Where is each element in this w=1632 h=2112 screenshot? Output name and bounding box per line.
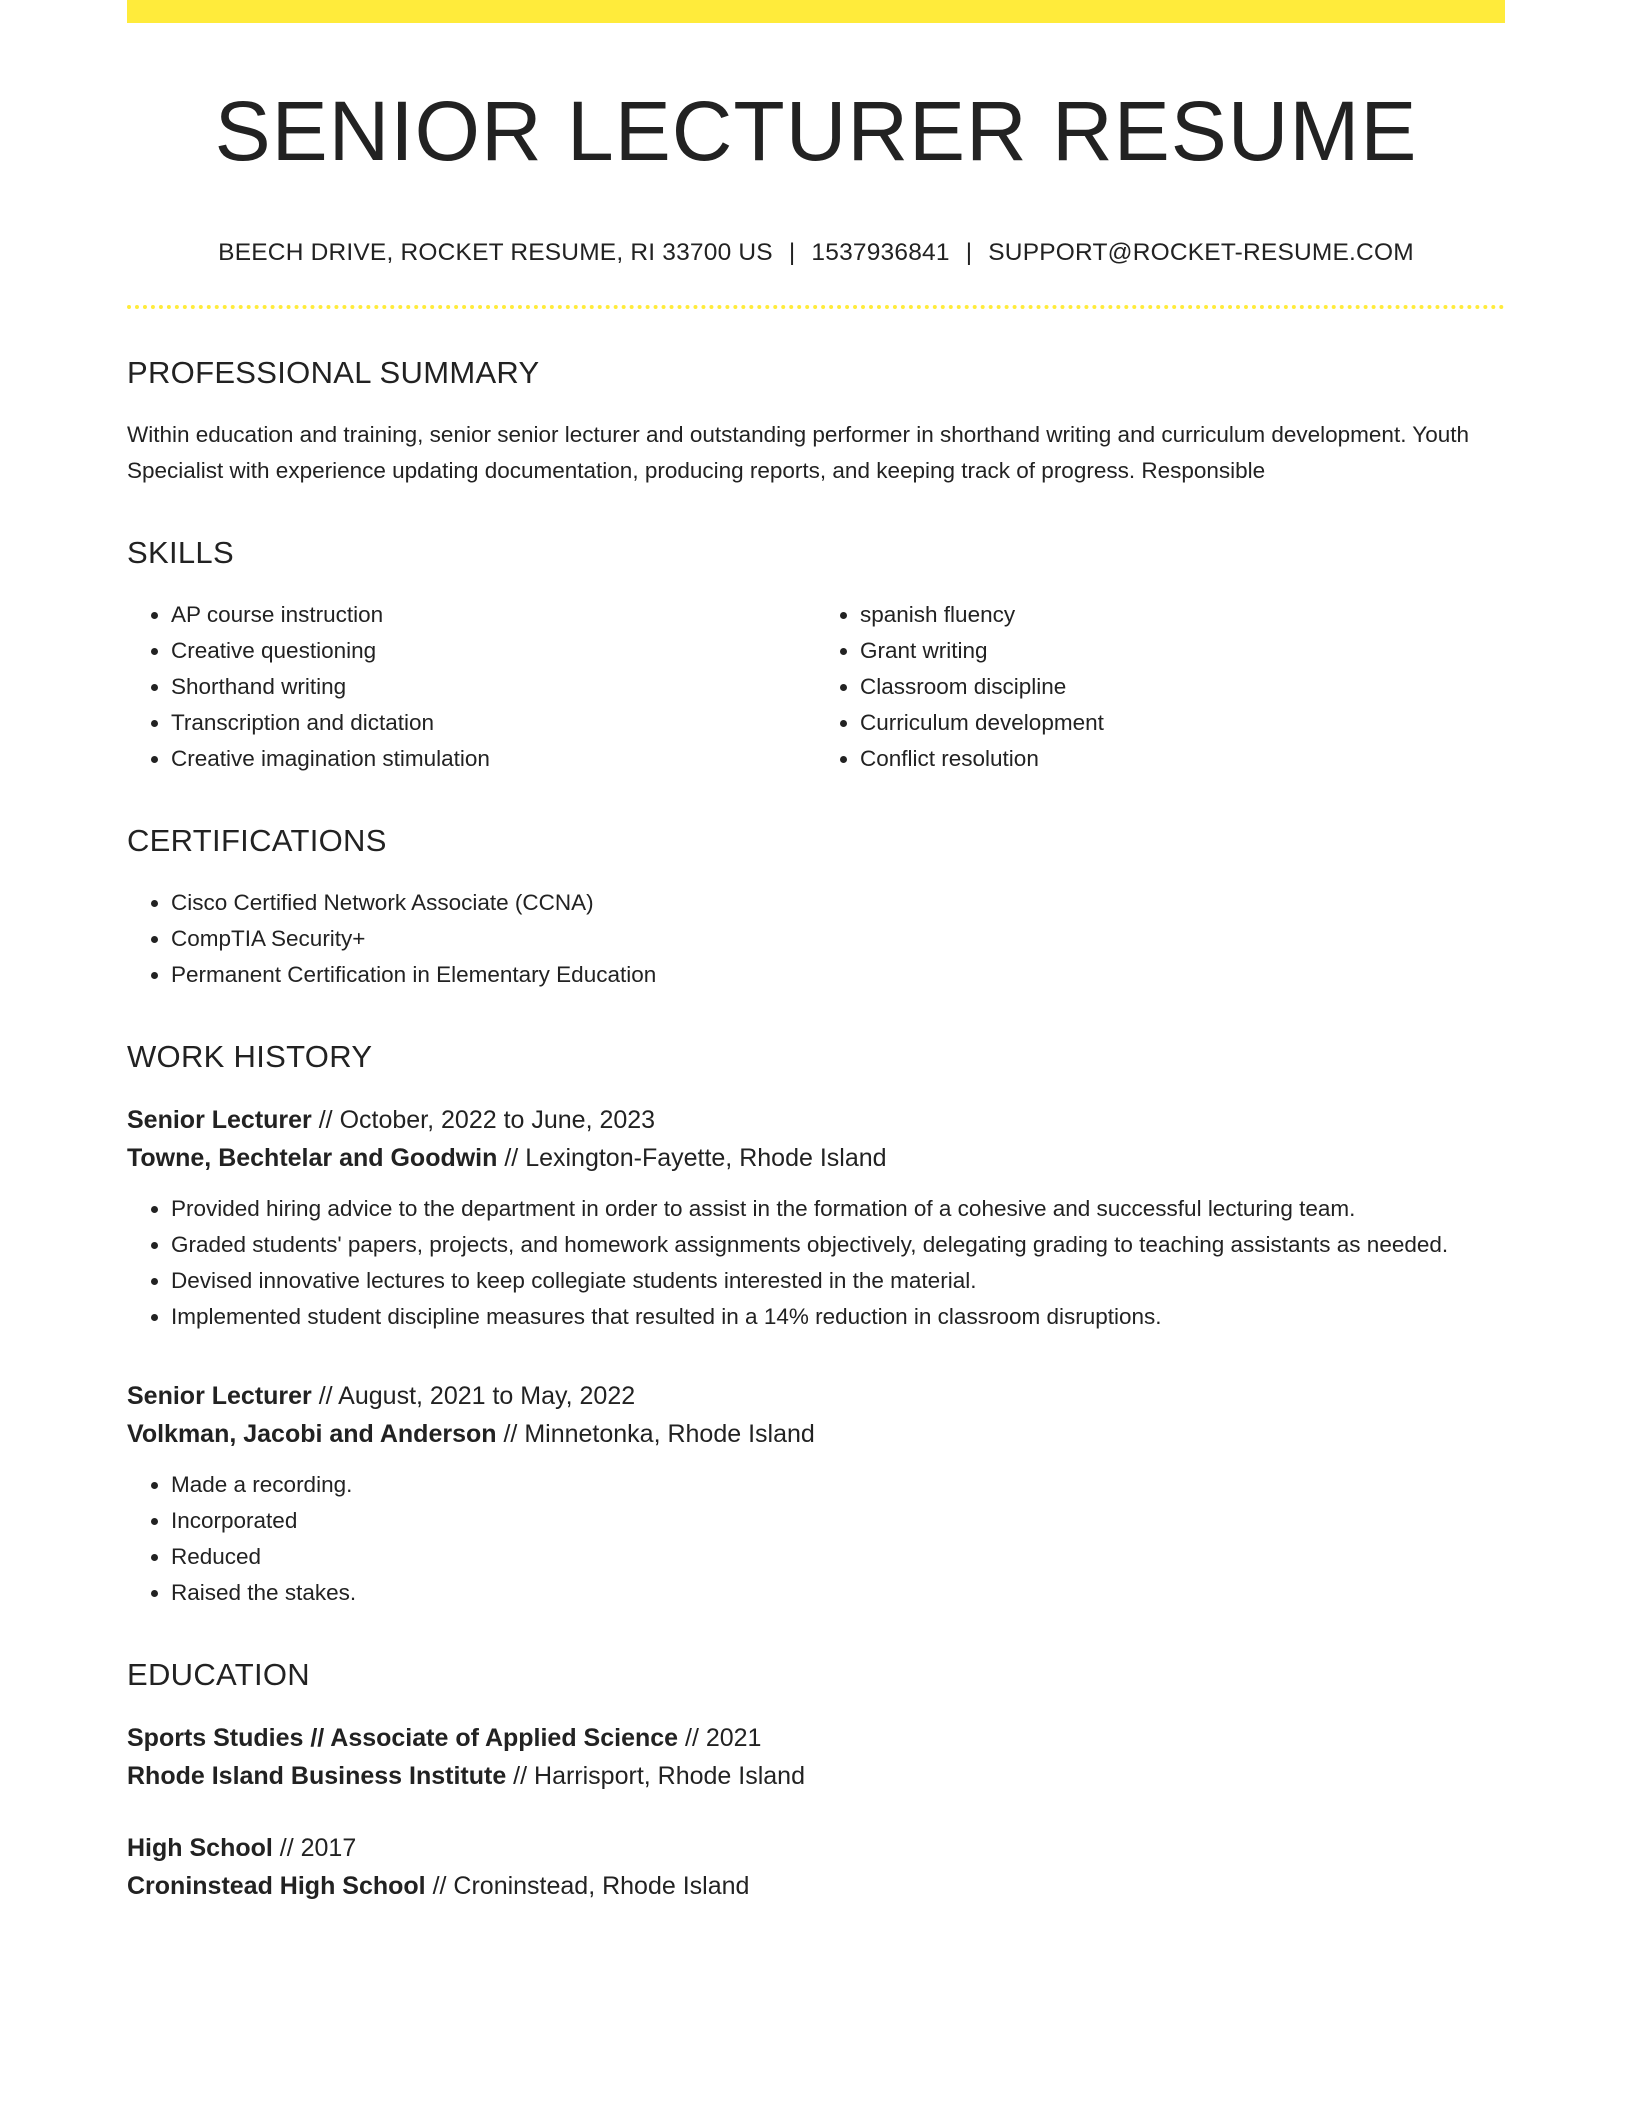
certifications-heading: CERTIFICATIONS xyxy=(127,823,387,859)
certifications-list xyxy=(127,885,1505,993)
skill-item: • Creative questioning xyxy=(171,633,816,669)
education-degree: High School xyxy=(127,1834,273,1863)
contact-address: BEECH DRIVE, ROCKET RESUME, RI 33700 US xyxy=(218,239,773,267)
contact-separator: | xyxy=(788,239,796,267)
job-dates: // October, 2022 to June, 2023 xyxy=(311,1106,656,1135)
education-school-line xyxy=(127,1867,1505,1905)
skills-list-right xyxy=(816,597,1505,777)
job-location: // Lexington-Fayette, Rhode Island xyxy=(497,1144,887,1173)
education-location: // Harrisport, Rhode Island xyxy=(506,1762,805,1791)
skill-item: • Shorthand writing xyxy=(171,669,816,705)
contact-email: SUPPORT@ROCKET-RESUME.COM xyxy=(988,239,1414,267)
skill-item: • Transcription and dictation xyxy=(171,705,816,741)
job-company-line xyxy=(127,1415,1505,1453)
skills-list-left xyxy=(127,597,816,777)
job-bullet: • Graded students' papers, projects, and homework assignments objectively, delegating grading to teaching assistants as needed. xyxy=(171,1227,1505,1263)
job-bullet: • Incorporated xyxy=(171,1503,1505,1539)
top-accent-bar xyxy=(127,0,1505,23)
job-bullet: • Devised innovative lectures to keep collegiate students interested in the material. xyxy=(171,1263,1505,1299)
job-bullet: • Reduced xyxy=(171,1539,1505,1575)
job-bullet: • Implemented student discipline measures that resulted in a 14% reduction in classroom disruptions. xyxy=(171,1299,1505,1335)
education-heading: EDUCATION xyxy=(127,1657,310,1693)
education-section xyxy=(127,1657,1505,1905)
education-entry xyxy=(127,1719,1505,1795)
summary-heading: PROFESSIONAL SUMMARY xyxy=(127,355,540,391)
certifications-section xyxy=(127,823,1505,993)
skills-columns xyxy=(127,597,1505,777)
education-entry xyxy=(127,1829,1505,1905)
certification-item: • CompTIA Security+ xyxy=(171,921,1505,957)
education-year: // 2021 xyxy=(678,1724,762,1753)
education-year: // 2017 xyxy=(272,1834,357,1863)
job-entry xyxy=(127,1101,1505,1335)
contact-line xyxy=(127,239,1505,267)
education-location: // Croninstead, Rhode Island xyxy=(425,1872,750,1901)
job-location: // Minnetonka, Rhode Island xyxy=(496,1420,815,1449)
resume-title: SENIOR LECTURER RESUME xyxy=(214,84,1418,178)
dotted-divider xyxy=(127,305,1505,309)
work-history-section xyxy=(127,1039,1505,1611)
contact-phone: 1537936841 xyxy=(811,239,950,267)
skills-heading: SKILLS xyxy=(127,535,234,571)
skill-item: • Creative imagination stimulation xyxy=(171,741,816,777)
job-role: Senior Lecturer xyxy=(127,1106,312,1135)
summary-section xyxy=(127,355,1505,489)
job-company: Towne, Bechtelar and Goodwin xyxy=(127,1144,498,1173)
skill-item: • AP course instruction xyxy=(171,597,816,633)
job-role-line xyxy=(127,1377,1505,1415)
job-bullet: • Provided hiring advice to the department in order to assist in the formation of a cohesive and successful lecturing team. xyxy=(171,1191,1505,1227)
summary-text: Within education and training, senior senior lecturer and outstanding performer in shorthand writing and curriculum development. Youth Specialist with experience updating documentation, producing reports, and keeping track of progress. Responsible xyxy=(127,422,1470,484)
job-bullet: • Made a recording. xyxy=(171,1467,1505,1503)
job-entry xyxy=(127,1377,1505,1611)
certification-item: • Permanent Certification in Elementary Education xyxy=(171,957,1505,993)
job-role: Senior Lecturer xyxy=(127,1382,312,1411)
education-degree-line xyxy=(127,1829,1505,1867)
job-bullets xyxy=(127,1191,1505,1335)
job-bullet: • Raised the stakes. xyxy=(171,1575,1505,1611)
work-history-heading: WORK HISTORY xyxy=(127,1039,373,1075)
job-company-line xyxy=(127,1139,1505,1177)
skills-section xyxy=(127,535,1505,777)
education-school-line xyxy=(127,1757,1505,1795)
certification-item: • Cisco Certified Network Associate (CCNA) xyxy=(171,885,1505,921)
skill-item: • Curriculum development xyxy=(860,705,1505,741)
job-role-line xyxy=(127,1101,1505,1139)
job-dates: // August, 2021 to May, 2022 xyxy=(311,1382,636,1411)
education-degree: Sports Studies // Associate of Applied Science xyxy=(127,1724,679,1753)
job-bullets xyxy=(127,1467,1505,1611)
job-company: Volkman, Jacobi and Anderson xyxy=(127,1420,497,1449)
education-school: Croninstead High School xyxy=(127,1872,426,1901)
contact-separator: | xyxy=(965,239,973,267)
education-school: Rhode Island Business Institute xyxy=(127,1762,507,1791)
skill-item: • Conflict resolution xyxy=(860,741,1505,777)
skill-item: • spanish fluency xyxy=(860,597,1505,633)
skill-item: • Classroom discipline xyxy=(860,669,1505,705)
skill-item: • Grant writing xyxy=(860,633,1505,669)
education-degree-line xyxy=(127,1719,1505,1757)
